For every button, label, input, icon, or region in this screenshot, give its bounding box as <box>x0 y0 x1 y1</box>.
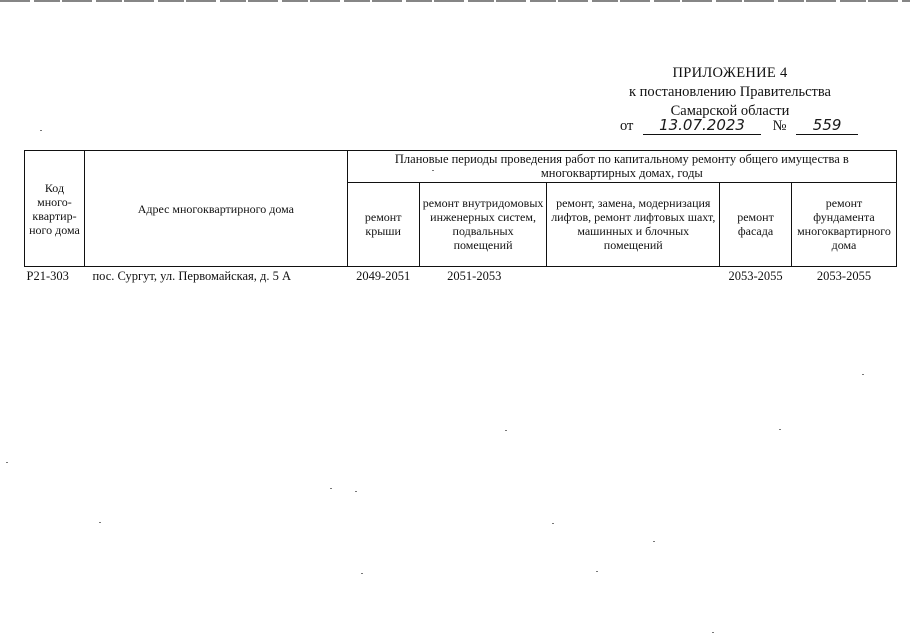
scan-speck <box>779 429 781 430</box>
handwritten-number: 559 <box>796 116 858 135</box>
date-prefix: от <box>620 118 634 134</box>
scan-speck <box>99 522 101 523</box>
header-elevators: ремонт, замена, модернизация лифтов, ремонт лифтовых шахт, машинных и блочных помещений <box>547 182 720 266</box>
header-foundation: ремонт фундамента многоквартирного дома <box>792 182 897 266</box>
scan-speck <box>361 573 363 574</box>
scan-speck <box>330 488 332 489</box>
appendix-header <box>605 64 855 121</box>
scan-speck <box>40 130 42 131</box>
scan-speck <box>6 462 8 463</box>
header-address: Адрес многоквартирного дома <box>84 151 347 267</box>
cell-engineering: 2051-2053 <box>447 269 502 283</box>
header-planned-periods: Плановые периоды проведения работ по капитальному ремонту общего имущества в многоквартирных домах, годы <box>347 151 896 183</box>
decree-date-line <box>620 116 858 135</box>
scan-speck <box>552 523 554 524</box>
scan-speck <box>862 374 864 375</box>
repair-schedule-table <box>24 150 897 285</box>
scan-speck <box>432 170 434 171</box>
header-roof: ремонт крыши <box>347 182 419 266</box>
cell-code: Р21-303 <box>26 269 69 283</box>
cell-facade: 2053-2055 <box>728 269 783 283</box>
scan-speck <box>505 430 507 431</box>
header-engineering-systems: ремонт внутридомовых инженерных систем, подвальных помещений <box>419 182 547 266</box>
cell-address: пос. Сургут, ул. Первомайская, д. 5 А <box>92 269 292 283</box>
handwritten-date: 13.07.2023 <box>643 116 761 135</box>
appendix-title: ПРИЛОЖЕНИЕ 4 <box>672 65 788 81</box>
header-facade: ремонт фасада <box>720 182 792 266</box>
scan-speck <box>653 541 655 542</box>
scan-speck <box>355 491 357 492</box>
scan-speck <box>712 632 714 633</box>
cell-elevators <box>547 267 720 286</box>
scan-border-artifact <box>0 0 910 2</box>
appendix-subtitle-line-2: Самарской области <box>670 103 790 119</box>
cell-roof: 2049-2051 <box>356 269 411 283</box>
number-prefix: № <box>772 118 787 134</box>
table-row <box>25 267 897 286</box>
scan-speck <box>596 571 598 572</box>
cell-foundation: 2053-2055 <box>816 269 872 283</box>
appendix-subtitle-line-1: к постановлению Правительства <box>629 84 831 100</box>
header-code: Код много-квартир-ного дома <box>25 151 85 267</box>
